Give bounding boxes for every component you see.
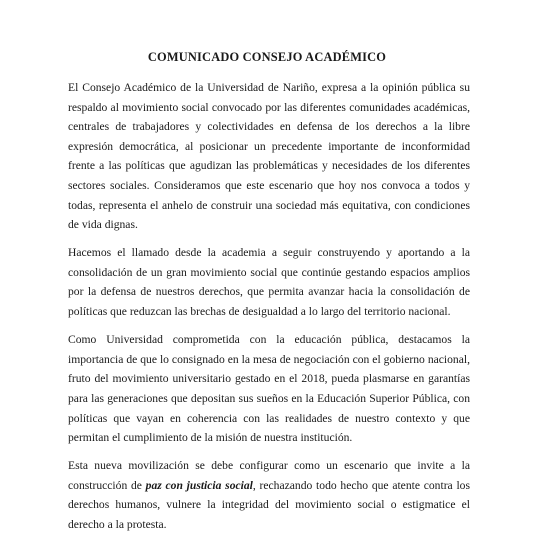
- paragraph-4-end: , rechazando todo hecho que atente contra los derechos humanos, vulnere la integridad del movimiento social o estigmatice el derecho a la protesta.: [68, 478, 470, 531]
- paragraph-4: [68, 456, 470, 534]
- paragraph-1: El Consejo Académico de la Universidad de Nariño, expresa a la opinión pública su respaldo al movimiento social convocado por las diferentes comunidades académicas, centrales de trabajadores y colectividades en defensa de los derechos a la libre expresión democrática, al posicionar un precedente importante de inconformidad frente a las políticas que agudizan las problemáticas y necesidades de los diferentes sectores sociales. Consideramos que este escenario que hoy nos convoca a todos y todas, representa el anhelo de construir una sociedad más equitativa, con condiciones de vida dignas.: [68, 81, 470, 232]
- document-title: COMUNICADO CONSEJO ACADÉMICO: [147, 50, 387, 64]
- emphasis-phrase: paz con justicia social: [145, 478, 253, 492]
- paragraph-3: Como Universidad comprometida con la educación pública, destacamos la importancia de que lo consignado en la mesa de negociación con el gobierno nacional, fruto del movimiento universitario gestado en el 2018, pueda plasmarse en garantías para las generaciones que depositan sus sueños en la Educación Superior Pública, con políticas que vayan en coherencia con las realidades de nuestro contexto y que permitan el cumplimiento de la misión de nuestra institución.: [68, 333, 470, 445]
- paragraph-4-start: Esta nueva movilización se debe configurar como un escenario que invite a la construcción de: [68, 459, 470, 492]
- paragraph-2: Hacemos el llamado desde la academia a seguir construyendo y aportando a la consolidación de un gran movimiento social que continúe gestando espacios amplios por la defensa de nuestros derechos, que permita avanzar hacia la consolidación de políticas que reduzcan las brechas de desigualdad a lo largo del territorio nacional.: [68, 246, 470, 319]
- document-body: [68, 78, 470, 543]
